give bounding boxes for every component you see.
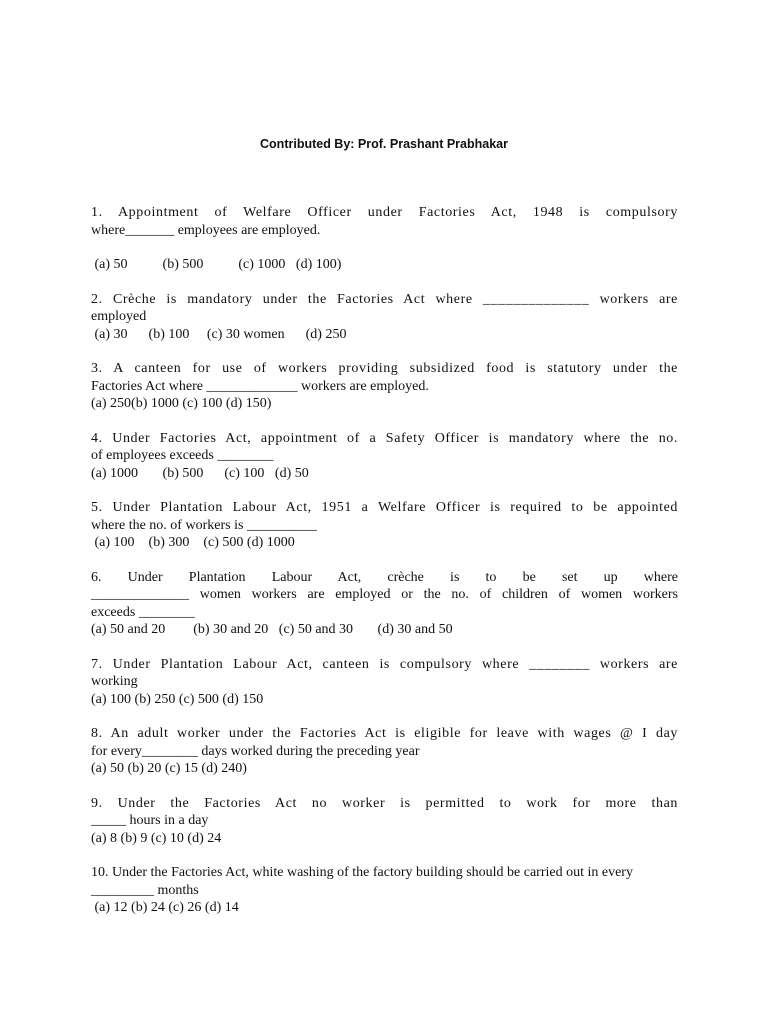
question-10-stem [91,864,678,899]
question-5-options: (a) 100 (b) 300 (c) 500 (d) 1000 [91,535,295,550]
question-6-line-3: exceeds ________ [91,604,195,620]
question-10-line-1: 10. Under the Factories Act, white washing of the factory building should be carried out in every [91,865,633,880]
question-8 [91,725,678,778]
question-2 [91,291,678,344]
question-1-options: (a) 50 (b) 500 (c) 1000 (d) 100) [91,257,342,272]
question-2-options: (a) 30 (b) 100 (c) 30 women (d) 250 [91,326,347,342]
question-3 [91,360,678,413]
question-6-stem [91,569,678,622]
question-7-line-1: 7. Under Plantation Labour Act, canteen is compulsory where ________ workers are [91,656,678,672]
question-5 [91,499,678,552]
question-7-options: (a) 100 (b) 250 (c) 500 (d) 150 [91,691,264,707]
question-5-stem [91,499,678,534]
question-4 [91,430,678,483]
question-8-stem [91,725,678,760]
question-2-line-1: 2. Crèche is mandatory under the Factories Act where ______________ workers are [91,291,678,307]
question-9-options: (a) 8 (b) 9 (c) 10 (d) 24 [91,830,222,846]
contributor-heading: Contributed By: Prof. Prashant Prabhakar [260,137,508,151]
question-7-stem [91,656,678,691]
question-9 [91,795,678,848]
question-4-line-1: 4. Under Factories Act, appointment of a Safety Officer is mandatory where the no. [91,430,678,446]
question-1 [91,204,678,274]
question-3-line-1: 3. A canteen for use of workers providing subsidized food is statutory under the [91,361,678,376]
question-5-line-2: where the no. of workers is __________ [91,517,317,533]
question-3-stem [91,360,678,395]
question-10-options: (a) 12 (b) 24 (c) 26 (d) 14 [91,900,239,915]
question-list [91,204,678,917]
question-7 [91,656,678,709]
question-6-options: (a) 50 and 20 (b) 30 and 20 (c) 50 and 30 (d) 30 and 50 [91,622,453,637]
question-8-options: (a) 50 (b) 20 (c) 15 (d) 240) [91,761,247,776]
question-2-stem [91,291,678,326]
question-6-line-1: 6. Under Plantation Labour Act, crèche is to be set up where [91,569,678,585]
question-2-line-2: employed [91,309,147,324]
question-1-line-2: where_______ employees are employed. [91,222,321,238]
question-3-line-2: Factories Act where _____________ workers are employed. [91,378,429,394]
question-4-line-2: of employees exceeds ________ [91,448,274,463]
question-1-line-1: 1. Appointment of Welfare Officer under Factories Act, 1948 is compulsory [91,205,678,220]
question-8-line-2: for every________ days worked during the preceding year [91,743,420,759]
question-8-line-1: 8. An adult worker under the Factories Act is eligible for leave with wages @ I day [91,726,678,741]
question-5-line-1: 5. Under Plantation Labour Act, 1951 a Welfare Officer is required to be appointed [91,500,678,515]
question-1-stem [91,204,678,239]
question-4-stem [91,430,678,465]
question-10-line-2: _________ months [91,882,199,898]
question-10 [91,864,678,917]
question-3-options: (a) 250(b) 1000 (c) 100 (d) 150) [91,396,272,411]
question-7-line-2: working [91,674,138,689]
question-4-options: (a) 1000 (b) 500 (c) 100 (d) 50 [91,465,309,481]
question-6-line-2: ______________ women workers are employed or the no. of children of women workers [91,587,678,602]
question-9-line-2: _____ hours in a day [91,813,209,828]
question-9-stem [91,795,678,830]
question-6 [91,569,678,639]
question-9-line-1: 9. Under the Factories Act no worker is permitted to work for more than [91,795,678,811]
